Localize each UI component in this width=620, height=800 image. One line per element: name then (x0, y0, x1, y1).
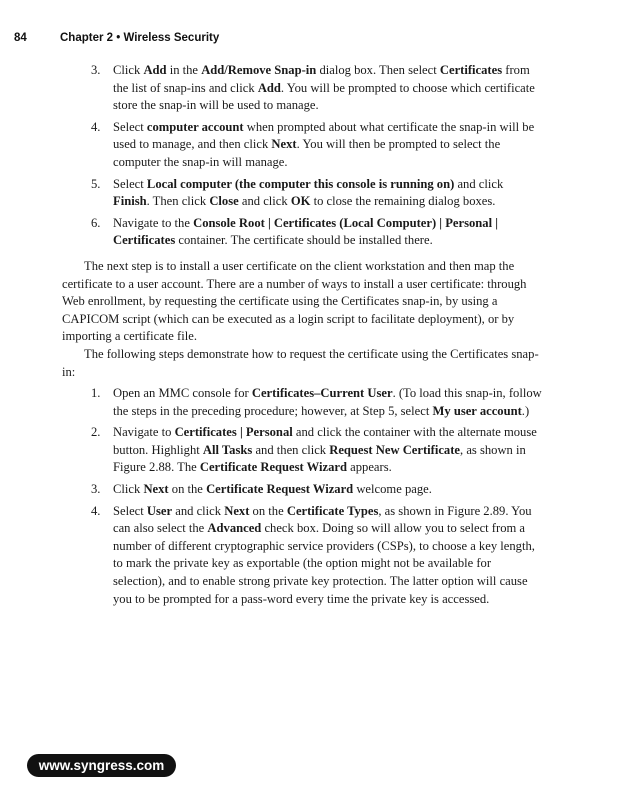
list-item (62, 62, 542, 115)
text-run: Click (113, 482, 144, 497)
list-item (62, 119, 542, 172)
ui-term: Certificate Request Wizard (199, 460, 347, 475)
list-item (62, 503, 542, 609)
ui-term: Console Root | Certificates (Local Computer) | Personal | Certificates (113, 215, 499, 248)
item-number: 2. (91, 425, 101, 440)
ui-term: Close (209, 194, 239, 209)
ui-term: Finish (113, 194, 147, 209)
list-item (62, 176, 542, 211)
text-run: check box. Doing so will allow you to select from a number of different cryptographic service providers (CSPs), to choose a key length, to mark the private key as exportable (the option might not be available for selection), and to enable strong private key protection. The latter option will cause you to be prompted for a pass-word every time the private key is accessed. (113, 521, 535, 606)
ui-term: Certificate Request Wizard (206, 482, 354, 497)
ui-term: Certificates (439, 63, 503, 77)
text-run: Select (113, 176, 147, 191)
ui-term: Next (143, 482, 169, 497)
procedure-list-computer-cert (62, 62, 542, 250)
text-run: dialog box. Then select (316, 63, 440, 77)
ui-term: OK (290, 194, 311, 209)
running-header (14, 32, 219, 44)
ui-term: Request New Certificate (329, 442, 461, 457)
text-run: Navigate to (113, 425, 175, 440)
text-run: on the (249, 503, 287, 518)
item-text (113, 120, 534, 169)
text-run: on the (168, 482, 207, 497)
ui-term: Certificates | Personal (174, 425, 293, 440)
ui-term: Local computer (the computer this console is running on) (146, 176, 455, 191)
text-run: Select (113, 119, 147, 134)
list-item (62, 385, 542, 420)
text-run: and then click (252, 442, 330, 457)
item-text (113, 482, 432, 496)
text-run: .) (521, 403, 530, 418)
text-run: Navigate to the (113, 215, 194, 230)
item-number: 3. (91, 63, 101, 77)
item-number: 6. (91, 215, 101, 230)
text-run: Select (113, 503, 147, 518)
ui-term: User (146, 503, 173, 518)
body-paragraph: The following steps demonstrate how to request the certificate using the Certificates snap-in: (62, 346, 539, 379)
ui-term: My user account (432, 403, 522, 418)
item-number: 4. (91, 503, 101, 518)
text-run: and click (238, 194, 291, 209)
publisher-url-badge[interactable]: www.syngress.com (27, 754, 176, 777)
text-run: . You will then be prompted to select the computer the snap-in will manage. (113, 137, 501, 169)
text-run: and click the container with the alternate mouse button. Highlight (113, 425, 537, 457)
page-number: 84 (14, 32, 27, 44)
item-text (113, 177, 503, 209)
text-run: appears. (347, 460, 392, 475)
text-run: , as shown in Figure 2.88. The (113, 442, 526, 475)
text-run: to close the remaining dialog boxes. (310, 194, 496, 209)
text-run: Open an MMC console for (113, 386, 252, 401)
text-run: and click (454, 176, 504, 191)
item-number: 5. (91, 176, 101, 191)
item-text (113, 425, 537, 474)
list-item (62, 424, 542, 477)
text-run: Click (113, 63, 144, 77)
text-run: . (To load this snap-in, follow the steps in the preceding procedure; however, at Step 5, select (113, 386, 542, 418)
text-run: when prompted about what certificate the snap-in will be used to manage, and then click (113, 119, 535, 152)
body-paragraph: The next step is to install a user certificate on the client workstation and then map the certificate to a user account. There are a number of ways to install a user certificate: through Web enrollment, by requesting the certificate using the Certificates snap-in, by using a CAPICOM script (which can be executed as a login script to facilitate deployment), or by importing a certificate file. (62, 258, 527, 344)
text-run: and click (172, 503, 225, 518)
ui-term: Certificate Types (286, 503, 379, 518)
item-number: 4. (91, 119, 101, 134)
ui-term: Add (257, 80, 281, 95)
page-body (62, 62, 542, 612)
ui-term: Next (224, 503, 250, 518)
text-run: from the list of snap-ins and click (113, 63, 530, 95)
ui-term: Advanced (207, 521, 262, 536)
text-run: , as shown in Figure 2.89. You can also select the (113, 503, 532, 536)
item-text (113, 504, 535, 606)
item-number: 1. (91, 386, 101, 401)
ui-term: Certificates–Current User (251, 386, 393, 401)
text-run: . You will be prompted to choose which certificate store the snap-in will be used to manage. (113, 80, 535, 113)
ui-term: Add (143, 63, 167, 77)
text-run: in the (166, 63, 202, 77)
procedure-list-user-cert (62, 385, 542, 608)
list-item (62, 215, 542, 250)
ui-term: Next (271, 137, 297, 152)
text-run: welcome page. (353, 482, 432, 497)
item-text (113, 63, 535, 112)
ui-term: Add/Remove Snap-in (201, 63, 317, 77)
ui-term: All Tasks (202, 442, 253, 457)
chapter-title: Chapter 2 • Wireless Security (60, 32, 220, 44)
ui-term: computer account (146, 119, 244, 134)
text-run: . Then click (146, 194, 210, 209)
item-number: 3. (91, 482, 101, 497)
text-run: container. The certificate should be installed there. (175, 233, 433, 248)
item-text (113, 216, 498, 248)
item-text (113, 386, 542, 418)
list-item (62, 481, 542, 499)
